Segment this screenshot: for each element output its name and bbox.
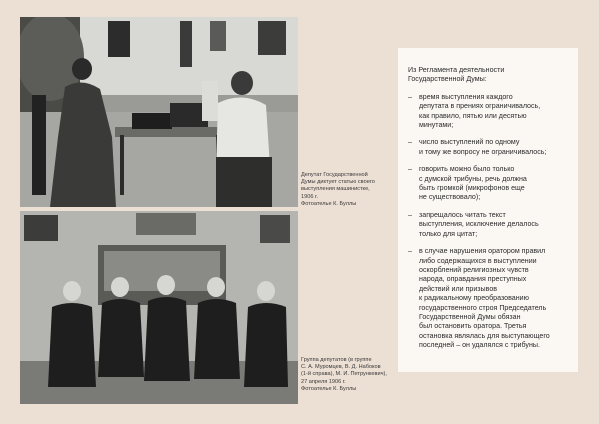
photo-deputy-dictating [20,17,298,207]
regulations-item: – число выступлений по одному и тому же вопросу не ограничивалось; [408,138,568,157]
photo-deputies-group [20,211,298,404]
photo-deputy-dictating-image [20,17,298,207]
regulations-title: Из Регламента деятельности Государственной Думы: [408,66,505,84]
photo-deputy-dictating-caption: Депутат Государственной Думы диктует статью своего выступления машинистке, 1906 г. Фотоателье К. Буллы [301,172,375,207]
regulations-item: – запрещалось читать текст выступления, исключение делалось только для цитат; [408,211,568,239]
photo-deputies-group-caption: Группа депутатов (в группе С. А. Муромцев, В. Д. Набоков (1-й справа), М. И. Петрункевич), 27 апреля 1906 г. Фотоателье К. Буллы [301,357,387,392]
regulations-item: – говорить можно было только с думской трибуны, речь должна быть громкой (микрофонов еще не существовало); [408,165,568,203]
regulations-item: – в случае нарушения оратором правил либо содержащихся в выступлении оскорблений религиозных чувств народа, оправдания преступных действий или призывов к радикальному преобразованию государственного строя Председатель Государственной Думы обязан был остановить оратора. Третья остановка являлась для выступающего последней – он удалялся с трибуны. [408,247,568,350]
photo-deputies-group-image [20,211,298,404]
regulations-panel [398,48,578,372]
regulations-list [408,93,568,351]
regulations-item: – время выступления каждого депутата в прениях ограничивалось, как правило, пятью или десятью минутами; [408,93,568,131]
